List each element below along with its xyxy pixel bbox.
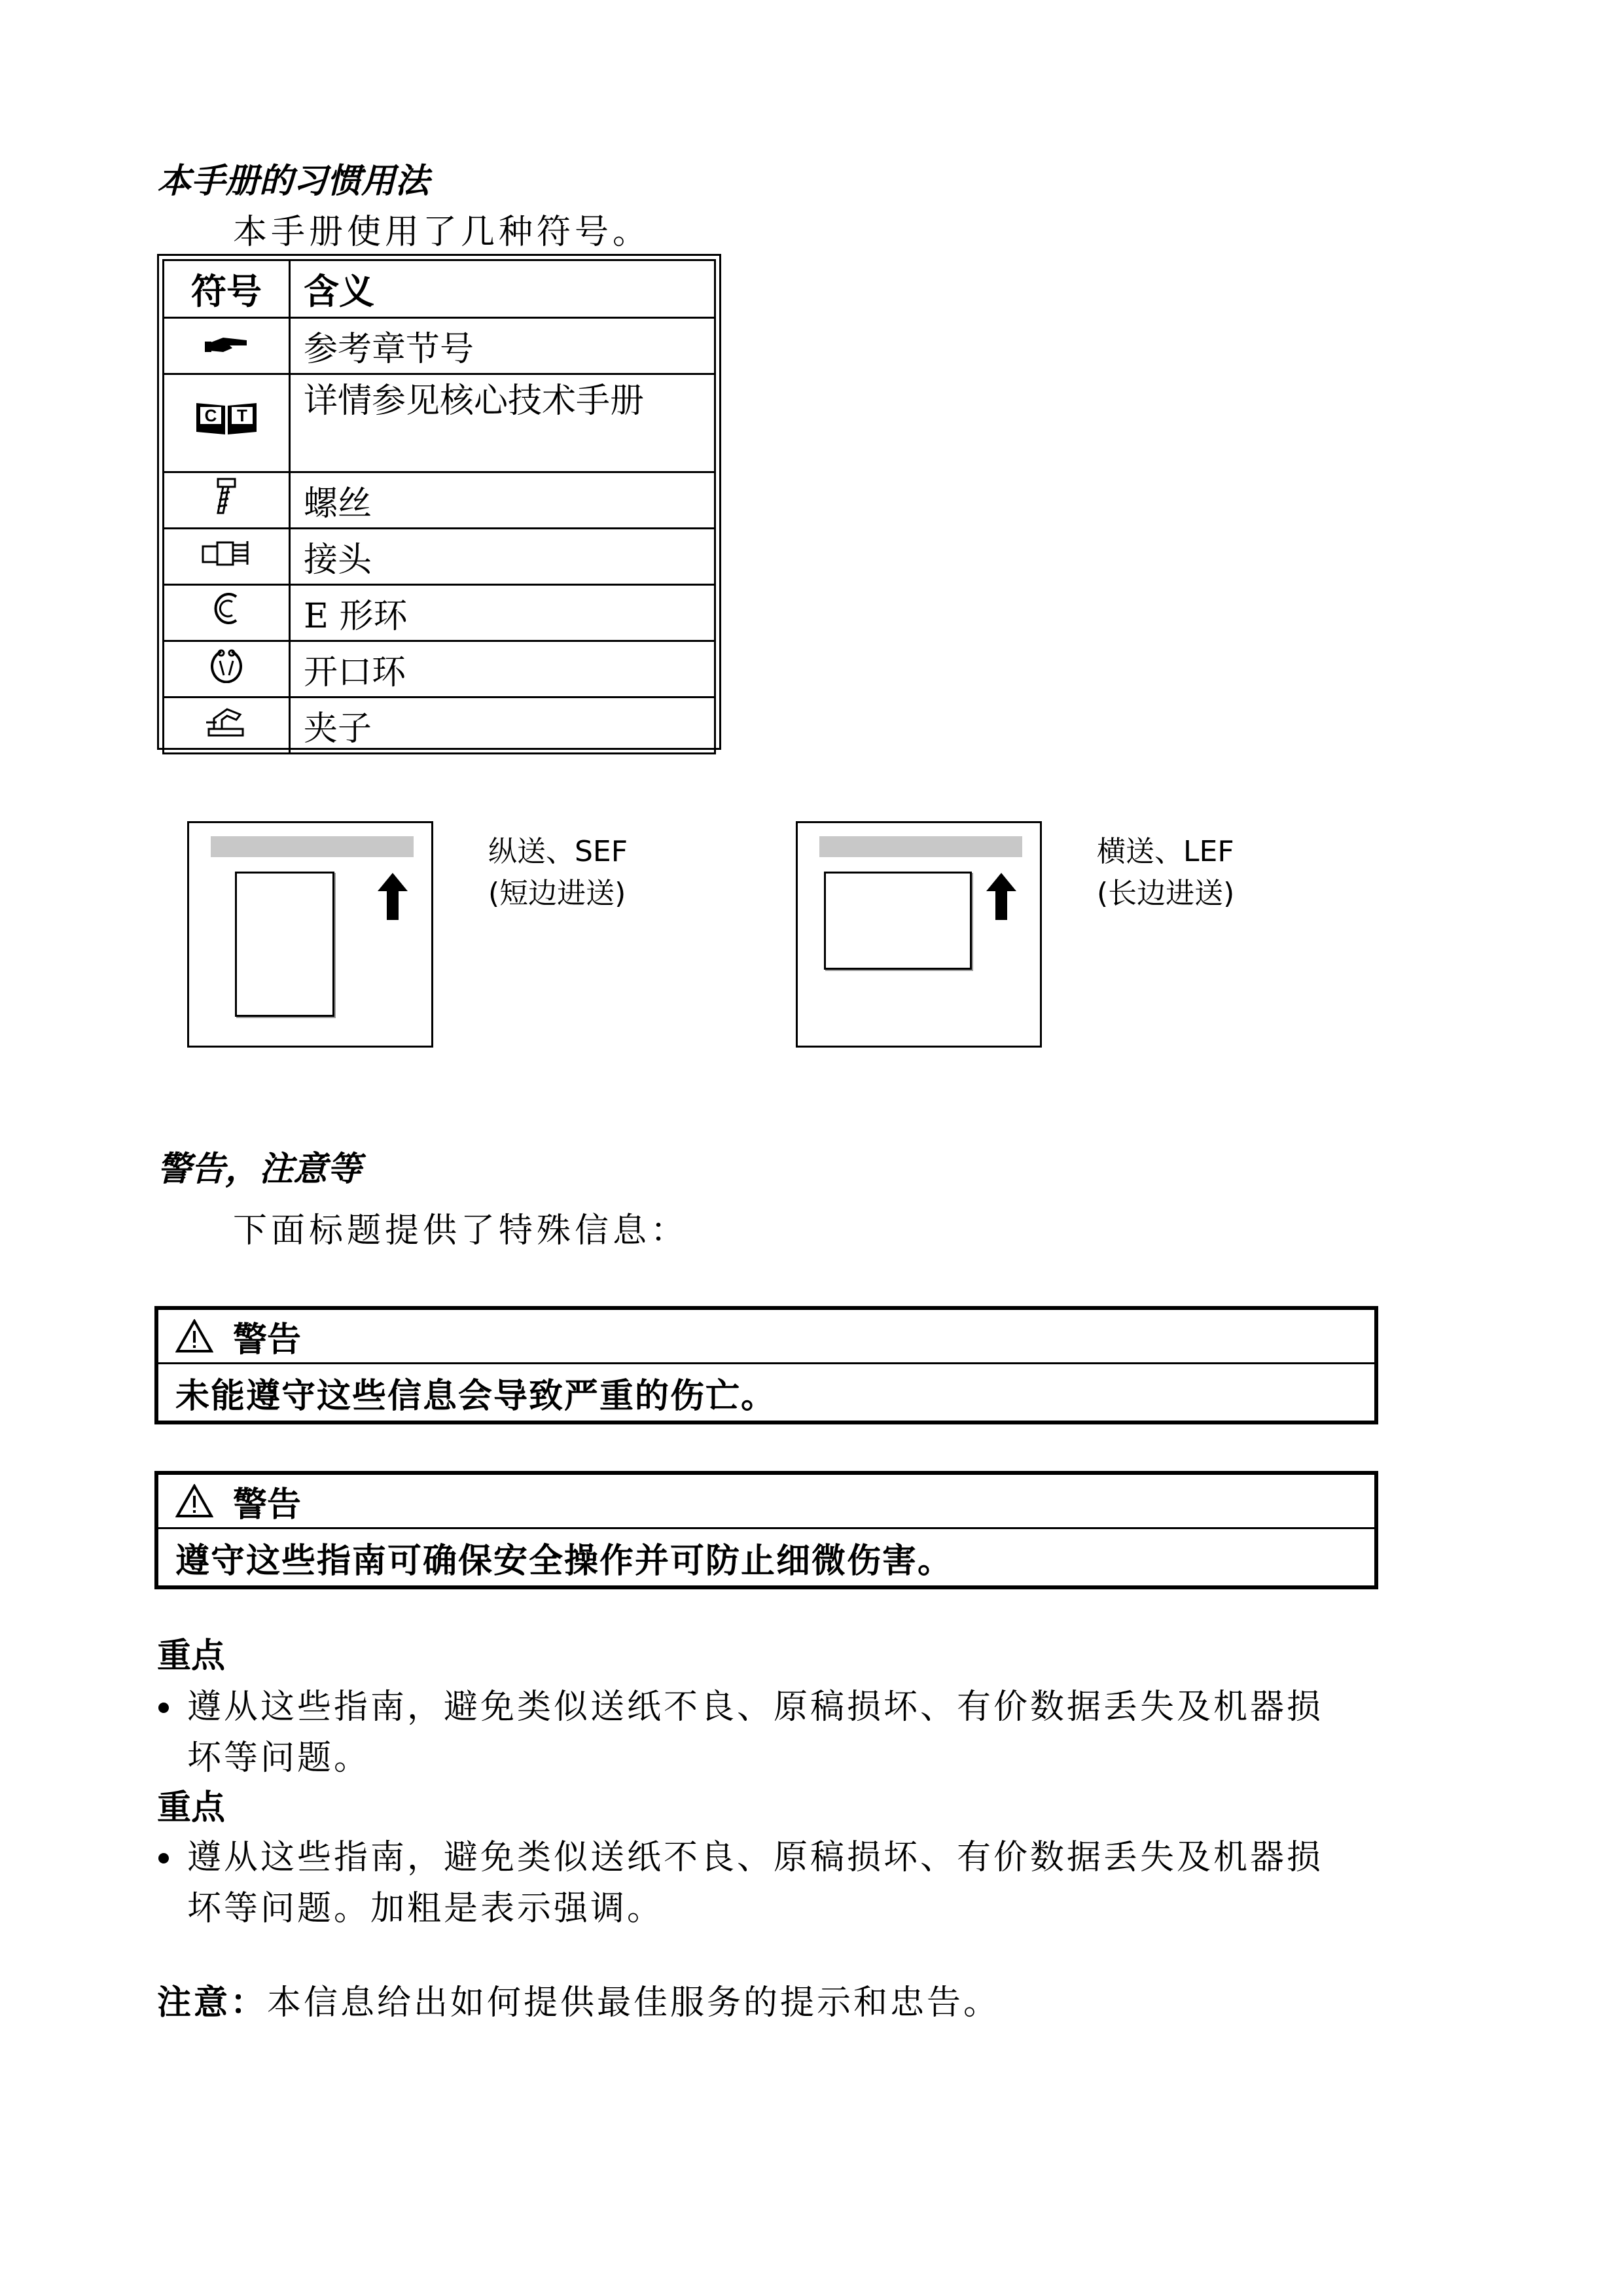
important-text-line1: 遵从这些指南，避免类似送纸不良、原稿损坏、有价数据丢失及机器损 bbox=[187, 1838, 1324, 1877]
snap-ring-icon bbox=[207, 646, 246, 683]
screw-icon bbox=[210, 476, 243, 516]
warnings-intro: 下面标题提供了特殊信息： bbox=[233, 1211, 689, 1250]
lef-label bbox=[1097, 831, 1234, 915]
feed-direction-arrow-icon bbox=[376, 872, 409, 921]
col-header-symbol: 符号 bbox=[164, 260, 290, 318]
meaning-cell: 详情参见核心技术手册 bbox=[290, 374, 715, 472]
feed-bar bbox=[211, 836, 414, 857]
bullet bbox=[158, 1703, 169, 1713]
core-tech-icon-label-c: C bbox=[204, 406, 217, 425]
clamp-icon bbox=[204, 703, 249, 739]
important-text-line2: 坏等问题。 bbox=[187, 1739, 371, 1778]
caution-text: 遵守这些指南可确保安全操作并可防止细微伤害。 bbox=[175, 1540, 954, 1581]
bullet bbox=[158, 1853, 169, 1863]
feed-direction-arrow-icon bbox=[985, 872, 1018, 921]
table-row bbox=[164, 374, 715, 472]
conventions-intro: 本手册使用了几种符号。 bbox=[233, 213, 651, 252]
warning-box bbox=[154, 1306, 1378, 1424]
sef-label bbox=[488, 831, 628, 915]
table-row bbox=[164, 585, 715, 641]
note bbox=[157, 1975, 1000, 2024]
lef-label-line2: (长边进送) bbox=[1097, 877, 1235, 910]
feed-bar bbox=[819, 836, 1022, 857]
warning-title: 警告 bbox=[233, 1319, 302, 1360]
note-text: 本信息给出如何提供最佳服务的提示和忠告。 bbox=[267, 1983, 1001, 2022]
important-label: 重点 bbox=[157, 1788, 226, 1828]
note-label: 注意： bbox=[157, 1983, 268, 2022]
caution-box bbox=[154, 1471, 1378, 1589]
table-row bbox=[164, 529, 715, 585]
meaning-cell: 接头 bbox=[290, 529, 715, 585]
connector-icon bbox=[200, 536, 253, 569]
warning-triangle-icon bbox=[175, 1319, 213, 1353]
core-tech-icon-label-t: T bbox=[237, 406, 247, 425]
lef-diagram bbox=[796, 821, 1042, 1048]
warning-triangle-icon bbox=[175, 1484, 213, 1518]
core-tech-manual-icon bbox=[194, 399, 259, 438]
table-row bbox=[164, 698, 715, 754]
paper-sheet-portrait bbox=[235, 872, 334, 1017]
sef-label-line1: 纵送、SEF bbox=[488, 835, 628, 868]
meaning-cell: 参考章节号 bbox=[290, 318, 715, 374]
paper-sheet-landscape bbox=[824, 872, 972, 970]
meaning-cell: E 形环 bbox=[290, 585, 715, 641]
conventions-heading: 本手册的习惯用法 bbox=[157, 162, 430, 201]
important-text-line2: 坏等问题。加粗是表示强调。 bbox=[187, 1889, 664, 1928]
sef-label-line2: (短边进送) bbox=[488, 877, 626, 910]
col-header-meaning: 含义 bbox=[290, 260, 715, 318]
symbol-table bbox=[157, 254, 721, 750]
sef-diagram bbox=[187, 821, 433, 1048]
meaning-cell: 夹子 bbox=[290, 698, 715, 754]
e-ring-icon bbox=[210, 590, 243, 627]
table-row bbox=[164, 318, 715, 374]
important-text-line1: 遵从这些指南，避免类似送纸不良、原稿损坏、有价数据丢失及机器损 bbox=[187, 1687, 1324, 1727]
table-row bbox=[164, 472, 715, 529]
warning-text: 未能遵守这些信息会导致严重的伤亡。 bbox=[175, 1375, 777, 1416]
caution-title: 警告 bbox=[233, 1484, 302, 1525]
warnings-heading: 警告，注意等 bbox=[157, 1150, 362, 1189]
pointing-hand-icon bbox=[204, 331, 249, 357]
lef-label-line1: 横送、LEF bbox=[1097, 835, 1234, 868]
table-row bbox=[164, 641, 715, 698]
meaning-cell: 开口环 bbox=[290, 641, 715, 698]
meaning-cell: 螺丝 bbox=[290, 472, 715, 529]
important-label: 重点 bbox=[157, 1636, 226, 1676]
